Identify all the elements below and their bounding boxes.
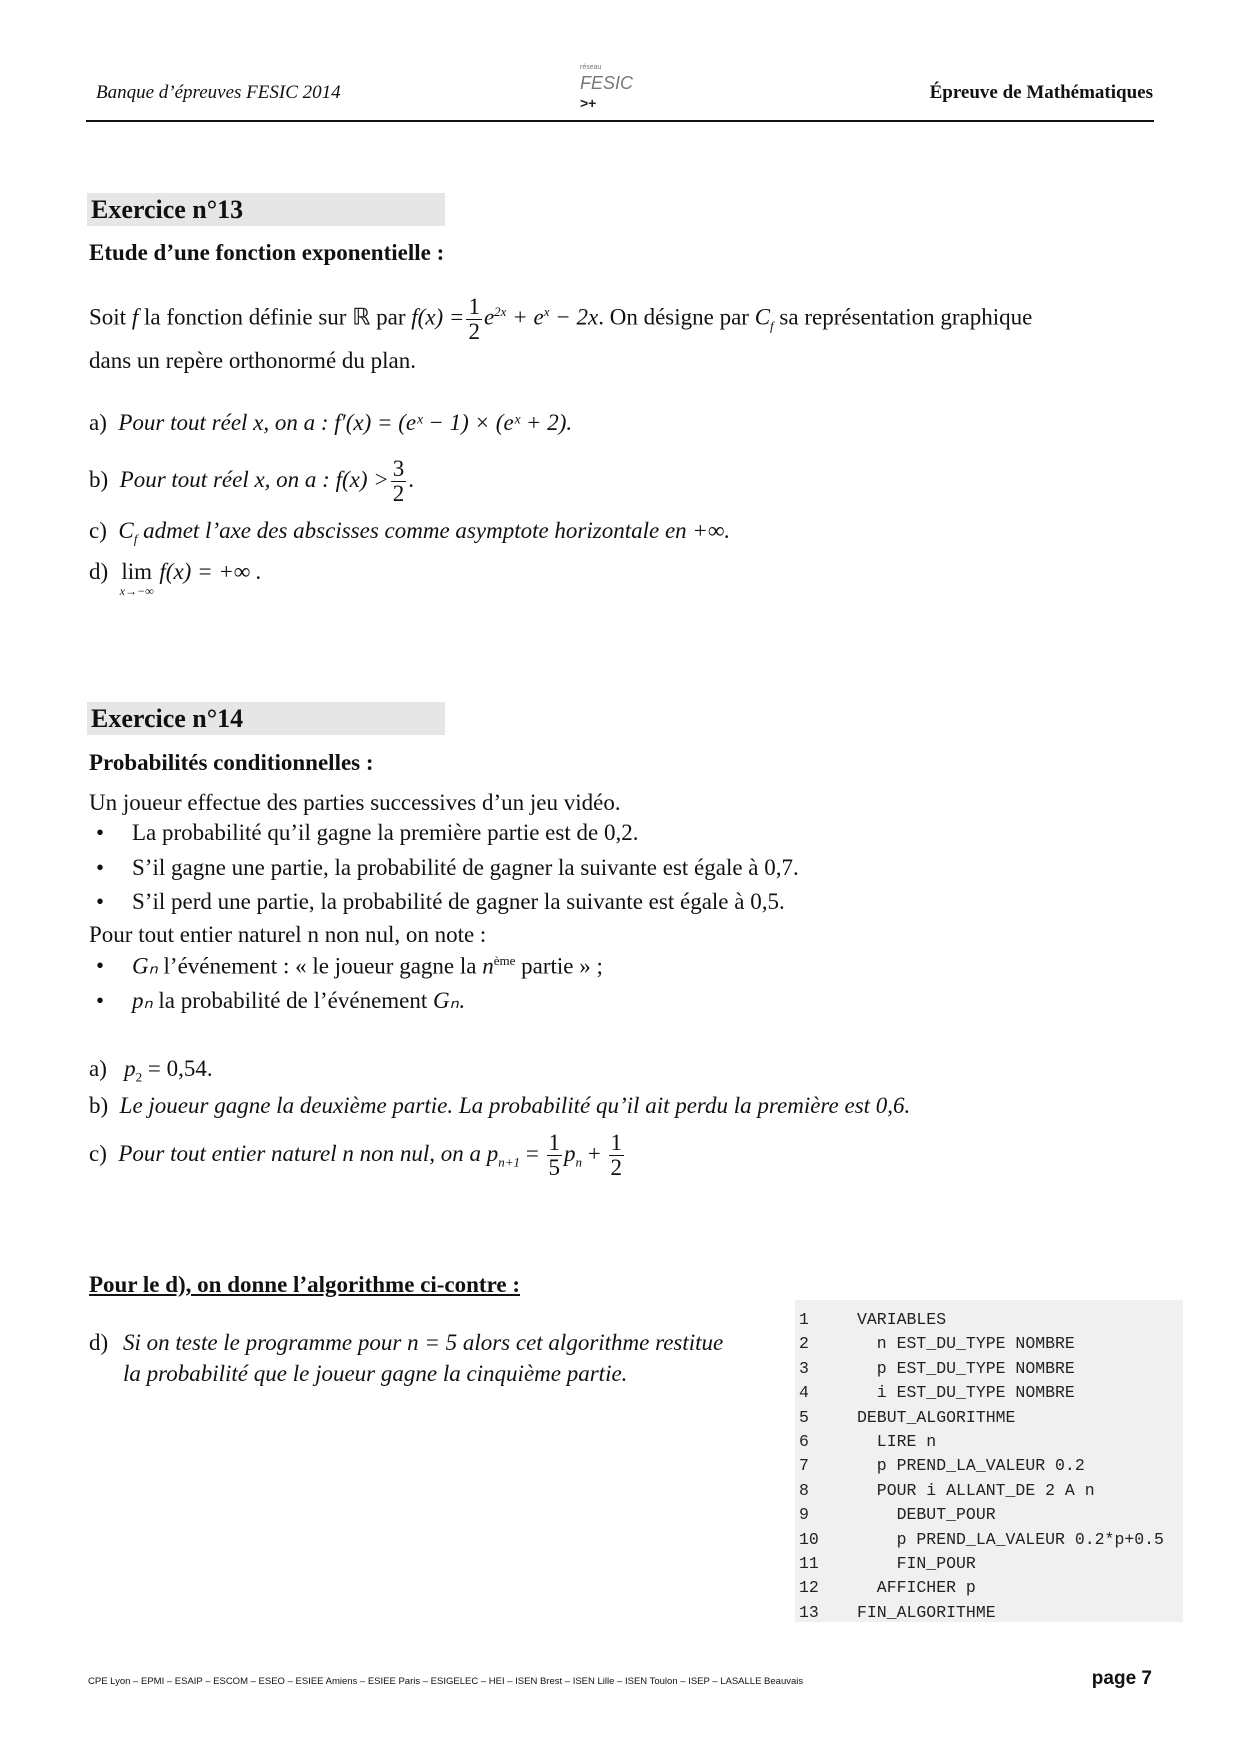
exercise-13-item-b: b) Pour tout réel x, on a : f(x) > $\frac{3}{2}$ . — [89, 456, 415, 507]
exercise-13-item-d: d) lim x→−∞ f(x) = +∞ . — [89, 559, 262, 598]
footer-schools: CPE Lyon – EPMI – ESAIP – ESCOM – ESEO – ESIEE Amiens – ESIEE Paris – ESIGELEC – HEI – ISEN Brest – ISEN Lille – ISEN Toulon – ISEP – LASALLE Beauvais — [88, 1676, 804, 1687]
line-number: 4 — [799, 1383, 809, 1403]
line-number: 2 — [799, 1334, 809, 1354]
line-number: 9 — [799, 1505, 809, 1525]
code-text: i EST_DU_TYPE NOMBRE — [857, 1383, 1075, 1403]
code-line — [795, 1503, 1183, 1527]
code-line — [795, 1308, 1183, 1332]
definition-gn: • Gₙ l’événement : « le joueur gagne la $n^{ème}$ partie » ; — [96, 953, 603, 979]
line-number: 10 — [799, 1529, 819, 1549]
code-text: p PREND_LA_VALEUR 0.2*p+0.5 — [857, 1529, 1164, 1549]
code-text: n EST_DU_TYPE NOMBRE — [857, 1334, 1075, 1354]
code-line — [795, 1528, 1183, 1552]
exercise-14-item-b: b) Le joueur gagne la deuxième partie. La probabilité qu’il ait perdu la première est 0,6. — [89, 1093, 911, 1118]
code-text: DEBUT_ALGORITHME — [857, 1407, 1016, 1427]
code-text: AFFICHER p — [857, 1578, 976, 1598]
exercise-14-item-d-line-2: la probabilité que le joueur gagne la cinquième partie. — [123, 1361, 628, 1386]
line-number: 13 — [799, 1602, 819, 1622]
exercise-14-note: Pour tout entier naturel n non nul, on note : — [89, 922, 487, 947]
exercise-14-item-d: d) Si on teste le programme pour n = 5 alors cet algorithme restitue — [89, 1330, 724, 1355]
code-line — [795, 1332, 1183, 1356]
code-line — [795, 1454, 1183, 1478]
exercise-14-subtitle: Probabilités conditionnelles : — [89, 750, 374, 775]
page-number: page 7 — [1091, 1668, 1152, 1689]
code-text: p PREND_LA_VALEUR 0.2 — [857, 1456, 1085, 1476]
logo-small-text: réseau — [580, 64, 602, 71]
line-number: 5 — [799, 1407, 809, 1427]
line-number: 12 — [799, 1578, 819, 1598]
code-line — [795, 1406, 1183, 1430]
exercise-14-intro: Un joueur effectue des parties successives d’un jeu vidéo. — [89, 790, 621, 815]
code-line — [795, 1357, 1183, 1381]
code-text: DEBUT_POUR — [857, 1505, 996, 1525]
header-divider — [86, 120, 1154, 122]
bullet-3: • S’il perd une partie, la probabilité de gagner la suivante est égale à 0,5. — [96, 889, 785, 914]
line-number: 11 — [799, 1554, 819, 1573]
definition-pn: • pₙ la probabilité de l’événement Gₙ. — [96, 988, 465, 1013]
code-text: FIN_ALGORITHME — [857, 1602, 996, 1622]
code-text: VARIABLES — [857, 1310, 947, 1329]
line-number: 3 — [799, 1358, 809, 1378]
line-number: 8 — [799, 1480, 809, 1500]
exercise-13-item-c: c) $C_f$ admet l’axe des abscisses comme asymptote horizontale en +∞. — [89, 518, 731, 547]
code-text: FIN_POUR — [857, 1554, 976, 1573]
exercise-13-item-a: a) Pour tout réel x, on a : f′(x) = (eˣ − 1) × (eˣ + 2). — [89, 410, 573, 435]
code-line — [795, 1381, 1183, 1405]
code-line — [795, 1576, 1183, 1600]
code-line — [795, 1601, 1183, 1625]
line-number: 6 — [799, 1432, 809, 1451]
code-line — [795, 1430, 1183, 1454]
exercise-14-item-a: a) $p_2 = 0,54$. — [89, 1056, 213, 1085]
line-number: 1 — [799, 1310, 809, 1329]
algorithm-heading: Pour le d), on donne l’algorithme ci-contre : — [89, 1272, 520, 1297]
header-right: Épreuve de Mathématiques — [929, 82, 1153, 103]
exercise-14-item-c: c) Pour tout entier naturel n non nul, on a $p_{n+1}$ = $\frac{1}{5}$ $p_n$ + $\frac{1}{2}$ — [89, 1130, 623, 1181]
exercise-13-intro: Soit f la fonction définie sur ℝ par f(x) = $\frac{1}{2}$ $e^{2x} + e^x - 2x$. On désigne par $C_f$ sa représentation graphique — [89, 293, 1033, 344]
code-text: LIRE n — [857, 1432, 937, 1451]
exercise-14-title: Exercice n°14 — [87, 702, 445, 735]
bullet-1: • La probabilité qu’il gagne la première partie est de 0,2. — [96, 820, 639, 845]
exercise-13-intro-2: dans un repère orthonormé du plan. — [89, 348, 417, 373]
algorithm-code-block — [795, 1300, 1183, 1622]
logo-mark: >+ — [580, 95, 597, 111]
code-text: POUR i ALLANT_DE 2 A n — [857, 1480, 1095, 1500]
code-text: p EST_DU_TYPE NOMBRE — [857, 1358, 1075, 1378]
exercise-13-subtitle: Etude d’une fonction exponentielle : — [89, 240, 445, 265]
line-number: 7 — [799, 1456, 809, 1476]
fesic-logo — [578, 64, 670, 118]
header-left: Banque d’épreuves FESIC 2014 — [96, 82, 341, 103]
limit-operator: lim x→−∞ — [119, 559, 154, 598]
bullet-2: • S’il gagne une partie, la probabilité de gagner la suivante est égale à 0,7. — [96, 855, 799, 880]
logo-main-text: FESIC — [580, 73, 634, 93]
code-line — [795, 1479, 1183, 1503]
code-line — [795, 1552, 1183, 1576]
exercise-13-title: Exercice n°13 — [87, 193, 445, 226]
